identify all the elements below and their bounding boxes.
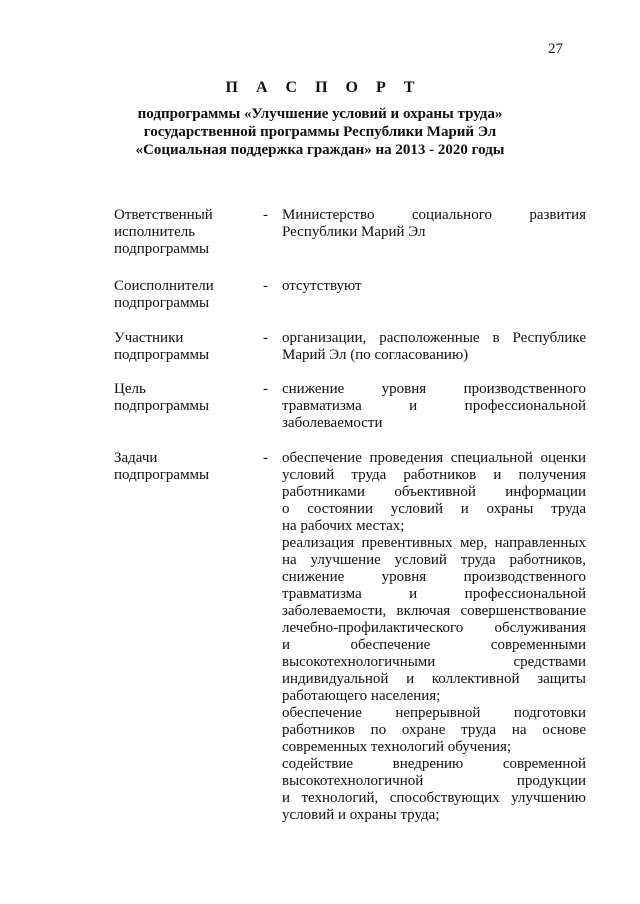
row-label-line: Соисполнители: [114, 278, 214, 294]
passport-row: [0, 207, 640, 258]
row-dash: -: [263, 450, 268, 466]
row-value-line: работников по охране труда на основе: [282, 722, 586, 738]
page-number: 27: [548, 41, 563, 57]
row-label-line: Цель: [114, 381, 146, 397]
row-dash: -: [263, 278, 268, 294]
row-value-line: о состоянии условий и охраны труда: [282, 501, 586, 517]
row-value-line: современных технологий обучения;: [282, 739, 512, 755]
document-title: П А С П О Р Т: [225, 79, 422, 96]
passport-row: [0, 450, 640, 824]
row-label: [114, 207, 254, 258]
row-value-line: Марий Эл (по согласованию): [282, 347, 469, 363]
row-value-line: индивидуальной и коллективной защиты: [282, 671, 586, 687]
row-value-line: высокотехнологичными средствами: [282, 654, 586, 670]
row-value-line: лечебно-профилактического обслуживания: [282, 620, 586, 636]
subtitle-line: государственной программы Республики Марий Эл: [143, 124, 497, 140]
row-value: [282, 381, 586, 432]
row-label: [114, 381, 254, 415]
row-value: [282, 450, 586, 824]
passport-table: [0, 207, 640, 824]
row-value-line: Республики Марий Эл: [282, 224, 426, 240]
row-label-line: подпрограммы: [114, 347, 210, 363]
row-value-line: отсутствуют: [282, 278, 362, 294]
row-label: [114, 450, 254, 484]
row-label-line: Задачи: [114, 450, 158, 466]
row-value: [282, 330, 586, 364]
passport-row: [0, 278, 640, 312]
row-value-line: травматизма и профессиональной: [282, 398, 586, 414]
row-label-line: подпрограммы: [114, 241, 210, 257]
row-dash: -: [263, 207, 268, 223]
row-label-line: Участники: [114, 330, 184, 346]
row-label-line: Ответственный: [114, 207, 213, 223]
row-value-line: и обеспечение современными: [282, 637, 586, 653]
row-value: [282, 207, 586, 241]
subtitle-line: «Социальная поддержка граждан» на 2013 - 2020 годы: [135, 142, 505, 158]
row-value-line: заболеваемости: [282, 415, 383, 431]
row-value-line: на рабочих местах;: [282, 518, 405, 534]
row-value-line: на улучшение условий труда работников,: [282, 552, 586, 568]
row-value-line: высокотехнологичной продукции: [282, 773, 586, 789]
row-value-line: условий труда работников и получения: [282, 467, 586, 483]
row-value-line: содействие внедрению современной: [282, 756, 586, 772]
row-value-line: и технологий, способствующих улучшению: [282, 790, 586, 806]
row-value-line: реализация превентивных мер, направленных: [282, 535, 586, 551]
row-value-line: условий и охраны труда;: [282, 807, 440, 823]
row-value-line: заболеваемости, включая совершенствование: [282, 603, 586, 619]
row-label-line: подпрограммы: [114, 467, 210, 483]
row-value-line: работниками объективной информации: [282, 484, 586, 500]
row-value-line: травматизма и профессиональной: [282, 586, 586, 602]
subtitle-line: подпрограммы «Улучшение условий и охраны труда»: [137, 106, 503, 122]
row-value-line: снижение уровня производственного: [282, 569, 586, 585]
row-label-line: подпрограммы: [114, 398, 210, 414]
row-label: [114, 330, 254, 364]
document-subtitle: [0, 105, 640, 159]
row-value-line: организации, расположенные в Республике: [282, 330, 586, 346]
row-label-line: подпрограммы: [114, 295, 210, 311]
row-value-line: Министерство социального развития: [282, 207, 586, 223]
row-dash: -: [263, 330, 268, 346]
passport-row: [0, 330, 640, 364]
row-label-line: исполнитель: [114, 224, 196, 240]
row-value-line: работающего населения;: [282, 688, 441, 704]
passport-row: [0, 381, 640, 432]
row-value: [282, 278, 586, 295]
row-dash: -: [263, 381, 268, 397]
row-value-line: обеспечение непрерывной подготовки: [282, 705, 586, 721]
row-value-line: снижение уровня производственного: [282, 381, 586, 397]
row-label: [114, 278, 254, 312]
row-value-line: обеспечение проведения специальной оценки: [282, 450, 586, 466]
